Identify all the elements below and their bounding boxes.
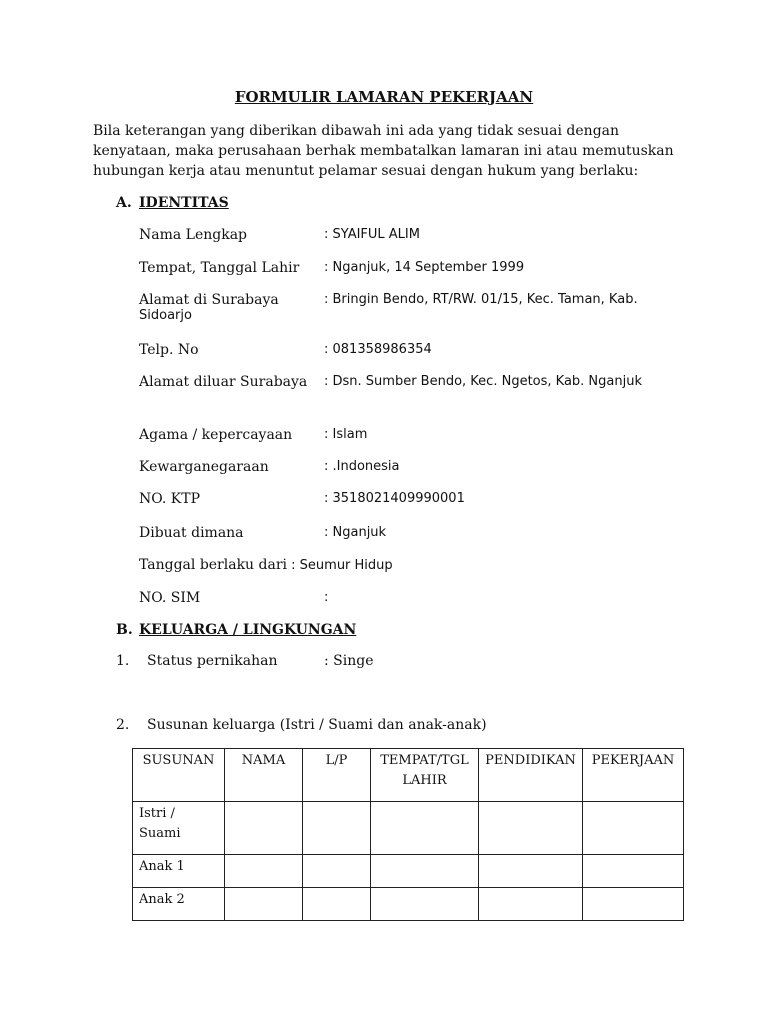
- form-title: FORMULIR LAMARAN PEKERJAAN: [234, 88, 534, 106]
- table-cell[interactable]: [303, 888, 371, 921]
- field-label-alamat-diluar: Alamat diluar Surabaya: [139, 374, 308, 390]
- table-cell[interactable]: [479, 855, 583, 888]
- field-label-tanggal-berlaku: Tanggal berlaku dari: [139, 557, 288, 573]
- table-cell[interactable]: [371, 888, 479, 921]
- field-value-status-pernikahan: : Singe: [324, 653, 374, 669]
- family-table: [132, 748, 684, 921]
- field-label-tempat-tanggal-lahir: Tempat, Tanggal Lahir: [139, 260, 300, 276]
- table-cell[interactable]: [479, 802, 583, 855]
- field-value-tanggal-berlaku: : Seumur Hidup: [287, 558, 393, 573]
- field-label-agama: Agama / kepercayaan: [139, 427, 293, 443]
- field-label-telp: Telp. No: [139, 342, 199, 358]
- section-a-marker: A.: [116, 195, 132, 211]
- table-cell[interactable]: [479, 888, 583, 921]
- field-label-dibuat-dimana: Dibuat dimana: [139, 525, 244, 541]
- field-label-status-pernikahan: Status pernikahan: [147, 653, 278, 669]
- field-label-alamat-surabaya: Alamat di Surabaya: [139, 292, 279, 308]
- field-value-alamat-surabaya-cont: Sidoarjo: [139, 308, 192, 323]
- header-tempat-tgl-lahir: TEMPAT/TGL LAHIR: [371, 749, 479, 802]
- field-value-nama-lengkap: : SYAIFUL ALIM: [324, 227, 420, 242]
- table-cell[interactable]: [225, 888, 303, 921]
- field-value-agama: : Islam: [324, 427, 368, 442]
- field-value-dibuat-dimana: : Nganjuk: [324, 525, 387, 540]
- table-cell[interactable]: [303, 802, 371, 855]
- header-lp: L/P: [303, 749, 371, 802]
- field-value-kewarganegaraan: : .Indonesia: [324, 459, 400, 474]
- header-nama: NAMA: [225, 749, 303, 802]
- table-cell[interactable]: [371, 802, 479, 855]
- item-2-number: 2.: [116, 717, 130, 733]
- table-header-row: [133, 749, 684, 802]
- section-b-marker: B.: [116, 622, 133, 638]
- table-row: [133, 888, 684, 921]
- field-value-tempat-tanggal-lahir: : Nganjuk, 14 September 1999: [324, 260, 525, 275]
- field-value-alamat-diluar: : Dsn. Sumber Bendo, Kec. Ngetos, Kab. Nganjuk: [324, 374, 642, 389]
- header-susunan: SUSUNAN: [133, 749, 225, 802]
- section-a-title: IDENTITAS: [139, 195, 229, 211]
- field-label-no-ktp: NO. KTP: [139, 491, 201, 507]
- field-label-no-sim: NO. SIM: [139, 590, 201, 606]
- table-cell[interactable]: [225, 802, 303, 855]
- family-table-caption: Susunan keluarga (Istri / Suami dan anak-anak): [147, 717, 487, 733]
- table-cell[interactable]: [371, 855, 479, 888]
- field-value-alamat-surabaya: : Bringin Bendo, RT/RW. 01/15, Kec. Taman, Kab.: [324, 292, 638, 307]
- header-pendidikan: PENDIDIKAN: [479, 749, 583, 802]
- table-cell[interactable]: [583, 855, 684, 888]
- row-label-istri-suami: Istri / Suami: [133, 802, 225, 855]
- table-row: [133, 802, 684, 855]
- field-value-telp: : 081358986354: [324, 342, 432, 357]
- field-value-no-ktp: : 3518021409990001: [324, 491, 465, 506]
- table-cell[interactable]: [303, 855, 371, 888]
- table-cell[interactable]: [225, 855, 303, 888]
- header-pekerjaan: PEKERJAAN: [583, 749, 684, 802]
- section-b-title: KELUARGA / LINGKUNGAN: [139, 622, 357, 638]
- field-tanggal-berlaku: [139, 557, 393, 573]
- field-value-no-sim: :: [324, 590, 329, 605]
- field-label-kewarganegaraan: Kewarganegaraan: [139, 459, 269, 475]
- field-label-nama-lengkap: Nama Lengkap: [139, 227, 248, 243]
- row-label-anak-2: Anak 2: [133, 888, 225, 921]
- row-label-anak-1: Anak 1: [133, 855, 225, 888]
- table-row: [133, 855, 684, 888]
- table-cell[interactable]: [583, 802, 684, 855]
- intro-paragraph: Bila keterangan yang diberikan dibawah ini ada yang tidak sesuai dengan kenyataan, maka perusahaan berhak membatalkan lamaran ini atau memutuskan hubungan kerja atau menuntut pelamar sesuai dengan hukum yang berlaku:: [93, 123, 674, 179]
- table-cell[interactable]: [583, 888, 684, 921]
- item-1-number: 1.: [116, 653, 130, 669]
